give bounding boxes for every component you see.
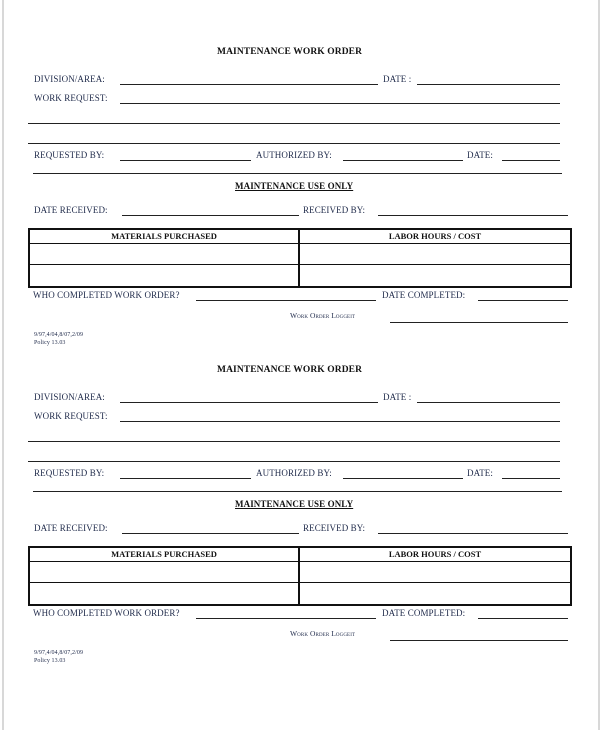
section-divider	[33, 491, 562, 492]
materials-labor-table	[28, 228, 572, 288]
revision-dates: 9/97,4/04,8/07,2/09	[34, 332, 84, 338]
maintenance-use-only-heading: MAINTENANCE USE ONLY	[235, 499, 354, 509]
authorized-by-field[interactable]	[343, 478, 463, 479]
materials-purchased-header: MATERIALS PURCHASED	[111, 549, 217, 559]
policy-number: Policy 13.03	[34, 658, 66, 664]
authorized-date-label: DATE:	[467, 468, 493, 478]
date-received-field[interactable]	[122, 533, 299, 534]
who-completed-label: WHO COMPLETED WORK ORDER?	[33, 608, 180, 618]
date-completed-field[interactable]	[478, 618, 568, 619]
materials-purchased-header: MATERIALS PURCHASED	[111, 231, 217, 241]
date-field[interactable]	[417, 402, 560, 403]
authorized-date-field[interactable]	[502, 478, 560, 479]
received-by-label: RECEIVED BY:	[303, 205, 366, 215]
work-order-logged-field[interactable]	[390, 640, 568, 641]
date-received-label: DATE RECEIVED:	[34, 205, 108, 215]
work-order-logged-label: Work Order Loggeit	[290, 311, 356, 320]
date-completed-label: DATE COMPLETED:	[382, 290, 466, 300]
form-title: MAINTENANCE WORK ORDER	[217, 365, 363, 375]
division-area-field[interactable]	[120, 84, 378, 85]
date-received-field[interactable]	[122, 215, 299, 216]
date-completed-field[interactable]	[478, 300, 568, 301]
requested-by-label: REQUESTED BY:	[34, 468, 105, 478]
work-request-field[interactable]	[120, 421, 560, 422]
who-completed-label: WHO COMPLETED WORK ORDER?	[33, 290, 180, 300]
work-order-logged-label: Work Order Loggeit	[290, 629, 356, 638]
work-request-field-line-3[interactable]	[28, 461, 560, 462]
table-column-divider	[298, 548, 300, 604]
date-label: DATE :	[383, 74, 412, 84]
date-label: DATE :	[383, 392, 412, 402]
table-row-divider	[30, 582, 570, 583]
received-by-field[interactable]	[378, 533, 568, 534]
section-divider	[33, 173, 562, 174]
work-request-field-line-2[interactable]	[28, 441, 560, 442]
form-title: MAINTENANCE WORK ORDER	[217, 47, 363, 57]
who-completed-field[interactable]	[196, 618, 376, 619]
requested-by-field[interactable]	[120, 478, 251, 479]
requested-by-field[interactable]	[120, 160, 251, 161]
table-column-divider	[298, 230, 300, 286]
authorized-by-label: AUTHORIZED BY:	[256, 150, 332, 160]
authorized-date-field[interactable]	[502, 160, 560, 161]
work-order-form	[0, 318, 600, 664]
work-request-label: WORK REQUEST:	[34, 93, 108, 103]
table-header-divider	[30, 243, 570, 244]
date-field[interactable]	[417, 84, 560, 85]
work-order-form	[0, 0, 600, 346]
work-request-field-line-3[interactable]	[28, 143, 560, 144]
division-area-label: DIVISION/AREA:	[34, 392, 105, 402]
labor-hours-cost-header: LABOR HOURS / COST	[388, 231, 482, 241]
maintenance-use-only-heading: MAINTENANCE USE ONLY	[235, 181, 354, 191]
received-by-label: RECEIVED BY:	[303, 523, 366, 533]
who-completed-field[interactable]	[196, 300, 376, 301]
date-received-label: DATE RECEIVED:	[34, 523, 108, 533]
division-area-label: DIVISION/AREA:	[34, 74, 105, 84]
policy-number: Policy 13.03	[34, 340, 66, 346]
authorized-date-label: DATE:	[467, 150, 493, 160]
authorized-by-field[interactable]	[343, 160, 463, 161]
division-area-field[interactable]	[120, 402, 378, 403]
work-request-field[interactable]	[120, 103, 560, 104]
work-request-field-line-2[interactable]	[28, 123, 560, 124]
received-by-field[interactable]	[378, 215, 568, 216]
revision-dates: 9/97,4/04,8/07,2/09	[34, 650, 84, 656]
materials-labor-table	[28, 546, 572, 606]
authorized-by-label: AUTHORIZED BY:	[256, 468, 332, 478]
table-header-divider	[30, 561, 570, 562]
date-completed-label: DATE COMPLETED:	[382, 608, 466, 618]
labor-hours-cost-header: LABOR HOURS / COST	[388, 549, 482, 559]
work-request-label: WORK REQUEST:	[34, 411, 108, 421]
table-row-divider	[30, 264, 570, 265]
requested-by-label: REQUESTED BY:	[34, 150, 105, 160]
